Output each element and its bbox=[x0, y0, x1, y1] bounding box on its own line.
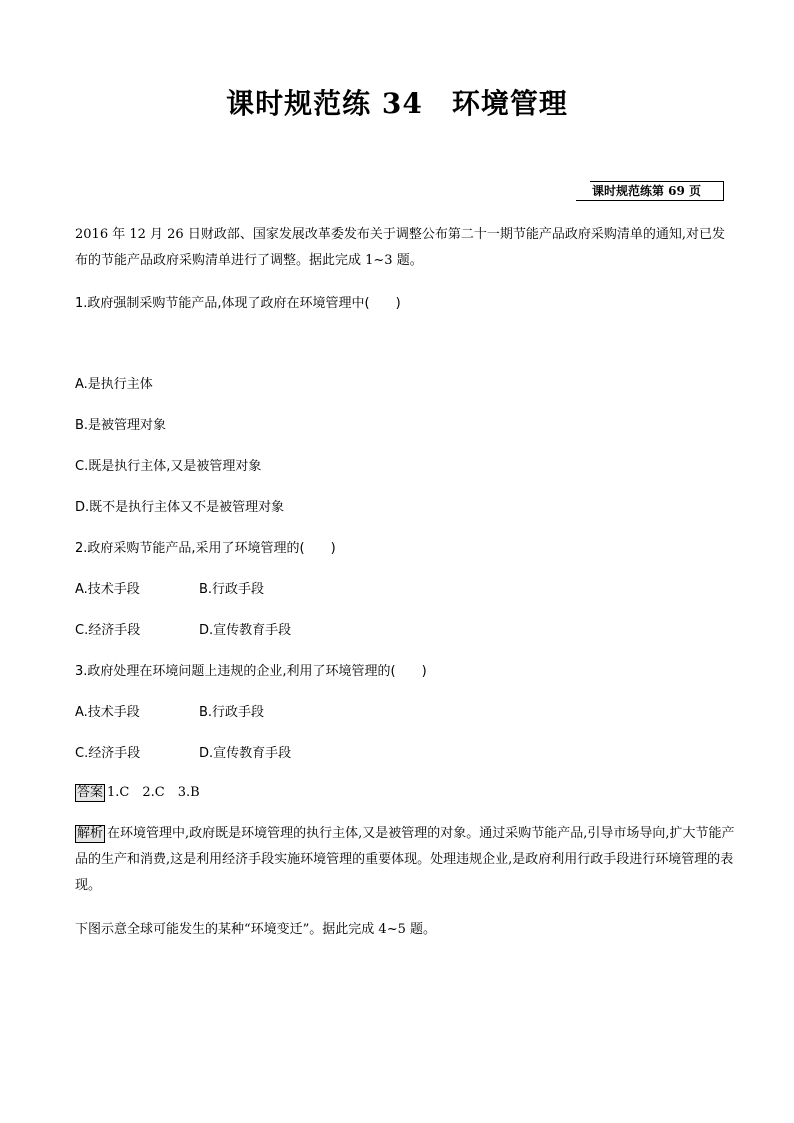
question-3-options-row-2 bbox=[75, 744, 292, 764]
question-3-option-b: B.行政手段 bbox=[199, 705, 265, 720]
question-1-option-a: A.是执行主体 bbox=[75, 377, 153, 392]
next-intro-paragraph: 下图示意全球可能发生的某种“环境变迁”。据此完成 4~5 题。 bbox=[75, 922, 436, 937]
answer-line bbox=[75, 783, 200, 803]
question-3-stem: 3.政府处理在环境问题上违规的企业,利用了环境管理的( ) bbox=[75, 664, 427, 679]
question-2-options-row-2 bbox=[75, 621, 292, 641]
question-2-option-c: C.经济手段 bbox=[75, 623, 141, 638]
answer-tag: 答案 bbox=[77, 785, 104, 800]
page-reference-box: 课时规范练第 69 页 bbox=[590, 181, 724, 201]
intro-paragraph: 2016 年 12 月 26 日财政部、国家发展改革委发布关于调整公布第二十一期节能产品政府采购清单的通知,对已发布的节能产品政府采购清单进行了调整。据此完成 1~3 题。 bbox=[75, 227, 725, 268]
question-2-option-d: D.宣传教育手段 bbox=[199, 623, 292, 638]
question-2-stem: 2.政府采购节能产品,采用了环境管理的( ) bbox=[75, 541, 336, 556]
question-2-option-b: B.行政手段 bbox=[199, 582, 265, 597]
question-1-option-c: C.既是执行主体,又是被管理对象 bbox=[75, 459, 262, 474]
question-1-option-d: D.既不是执行主体又不是被管理对象 bbox=[75, 500, 285, 515]
analysis-text: 在环境管理中,政府既是环境管理的执行主体,又是被管理的对象。通过采购节能产品,引导市场导向,扩大节能产品的生产和消费,这是利用经济手段实施环境管理的重要体现。处理违规企业,是政府利用行政手段进行环境管理的表现。 bbox=[75, 826, 735, 893]
page-title: 课时规范练 34 环境管理 bbox=[226, 87, 568, 120]
question-3-option-d: D.宣传教育手段 bbox=[199, 746, 292, 761]
question-3-option-c: C.经济手段 bbox=[75, 746, 141, 761]
question-2-option-a: A.技术手段 bbox=[75, 582, 140, 597]
analysis-tag: 解析 bbox=[77, 826, 104, 841]
analysis-paragraph bbox=[75, 821, 735, 899]
question-2-options-row-1 bbox=[75, 580, 265, 600]
question-1-stem: 1.政府强制采购节能产品,体现了政府在环境管理中( ) bbox=[75, 296, 401, 311]
question-3-options-row-1 bbox=[75, 703, 265, 723]
question-3-option-a: A.技术手段 bbox=[75, 705, 140, 720]
question-1-option-b: B.是被管理对象 bbox=[75, 418, 167, 433]
answer-text: 1.C 2.C 3.B bbox=[107, 785, 200, 800]
